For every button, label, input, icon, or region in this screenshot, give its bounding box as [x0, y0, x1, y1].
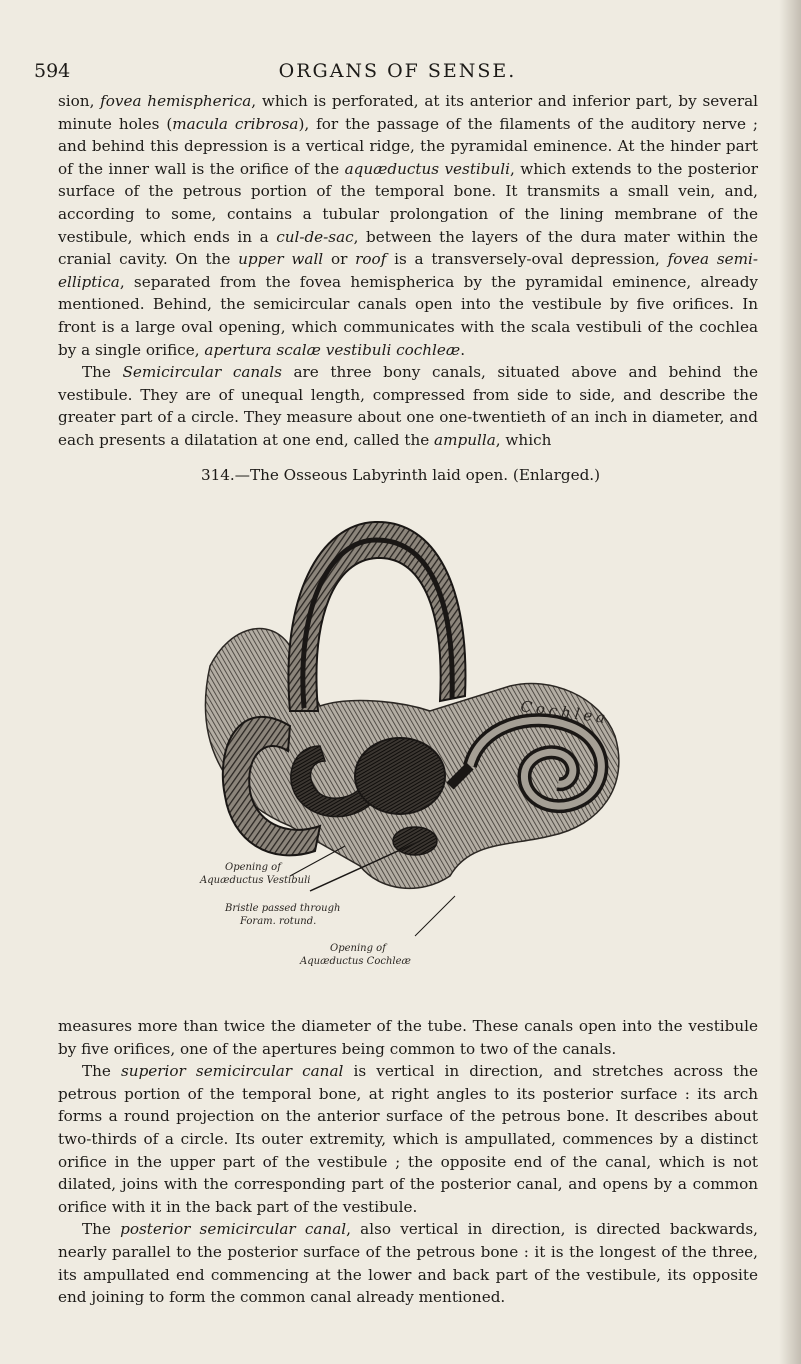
text-run: or — [323, 250, 356, 269]
label-opening-aqueductus-cochleae-2: Aquæductus Cochleæ — [300, 956, 411, 967]
italic-term: macula cribrosa — [172, 114, 299, 133]
text-run: , separated from the fovea hemispherica by the pyramidal eminence, already mentioned. Behind, the semicircular canals open into the vestibule by five orifices. In front is a large oval opening, which communicates with the scala vestibuli of the cochlea by a single orifice, — [58, 272, 758, 359]
italic-term: posterior semicircular canal — [120, 1220, 347, 1239]
text-run: are three bony canals, situated above and behind the vestibule. They are of unequal length, compressed from side to side, and describe the greater part of a circle. They measure about one one-twentieth of an inch in diameter, and each presents a dilatation at one end, called the — [58, 363, 758, 449]
leader-line — [415, 896, 455, 936]
labyrinth-figure — [170, 496, 640, 986]
italic-term: ampulla — [434, 430, 496, 449]
text-run: , which is perforated, at its anterior and inferior part, by several minute holes ( — [58, 92, 758, 133]
text-run: . — [460, 340, 466, 359]
text-run: is vertical in direction, and stretches across the petrous portion of the temporal bone, at right angles to its posterior surface : its arch forms a round projection on the anterior surface of the petrous bone. It describes about two-thirds of a circle. Its outer extremity, which is ampullated, commences by a distinct orifice in the upper part of the vestibule ; the opposite end of the canal, which is not dilated, joins with the corresponding part of the posterior canal, and opens by a common orifice with it in the back part of the vestibule. — [58, 1062, 759, 1216]
text-run: , between the layers of the dura mater within the cranial cavity. On the — [58, 227, 758, 269]
paragraph — [58, 361, 758, 451]
text-run: sion, — [58, 92, 101, 110]
italic-term: aquæductus vestibuli — [344, 159, 511, 178]
text-run: ), for the passage of the filaments of the auditory nerve ; and behind this depression is a vertical ridge, the pyramidal eminence. At the hinder part of the inner wall is the orifice of the — [58, 114, 758, 178]
italic-term: roof — [355, 250, 387, 269]
italic-term: Semicircular canals — [122, 363, 282, 382]
text-run: , which extends to the posterior surface of the petrous portion of the temporal bone. It transmits a small vein, and, according to some, contains a tubular prolongation of the lining membrane of the vestibule, which ends in a — [58, 159, 759, 246]
label-bristle-1: Bristle passed through — [225, 903, 341, 914]
label-opening-aqueductus-vestibuli-1: Opening of — [225, 862, 281, 873]
vestibule — [355, 738, 445, 814]
italic-term: fovea semi-elliptica — [58, 250, 759, 291]
paragraph — [58, 90, 758, 361]
italic-term: upper wall — [238, 250, 324, 269]
top-text-block — [58, 90, 758, 452]
page-number: 594 — [34, 60, 71, 82]
text-run: , which — [495, 430, 552, 449]
label-bristle-2: Foram. rotund. — [240, 916, 317, 927]
text-run: The — [82, 1220, 121, 1239]
paragraph — [58, 1218, 758, 1308]
text-run: measures more than twice the diameter of the tube. These canals open into the vestibule by five orifices, one of the apertures being common to two of the canals. — [58, 1017, 758, 1058]
page-edge-shadow — [779, 0, 801, 1364]
superior-semicircular-canal — [288, 522, 465, 711]
page-header — [34, 60, 761, 90]
running-head: ORGANS OF SENSE. — [278, 60, 517, 82]
text-run: The — [82, 363, 123, 382]
label-opening-aqueductus-vestibuli-2: Aquæductus Vestibuli — [200, 875, 311, 886]
text-run: , also vertical in direction, is directed backwards, nearly parallel to the posterior surface of the petrous bone : it is the longest of the three, its ampullated end commencing at the lower and back part of the vestibule, its opposite end joining to form the common canal already mentioned. — [58, 1220, 758, 1307]
bottom-text-block — [58, 1015, 758, 1309]
label-cochlea: Cochlea — [519, 697, 611, 728]
italic-term: fovea hemispherica — [100, 92, 252, 110]
text-run: The — [82, 1062, 121, 1081]
italic-term: superior semicircular canal — [121, 1062, 344, 1081]
text-run: is a transversely-oval depression, — [386, 250, 668, 269]
figure-caption: 314.—The Osseous Labyrinth laid open. (Enlarged.) — [200, 466, 601, 484]
paragraph — [58, 1015, 758, 1060]
italic-term: cul-de-sac — [276, 227, 354, 246]
label-opening-aqueductus-cochleae-1: Opening of — [330, 943, 386, 954]
paragraph — [58, 1060, 758, 1218]
italic-term: apertura scalæ vestibuli cochleæ — [204, 340, 461, 359]
